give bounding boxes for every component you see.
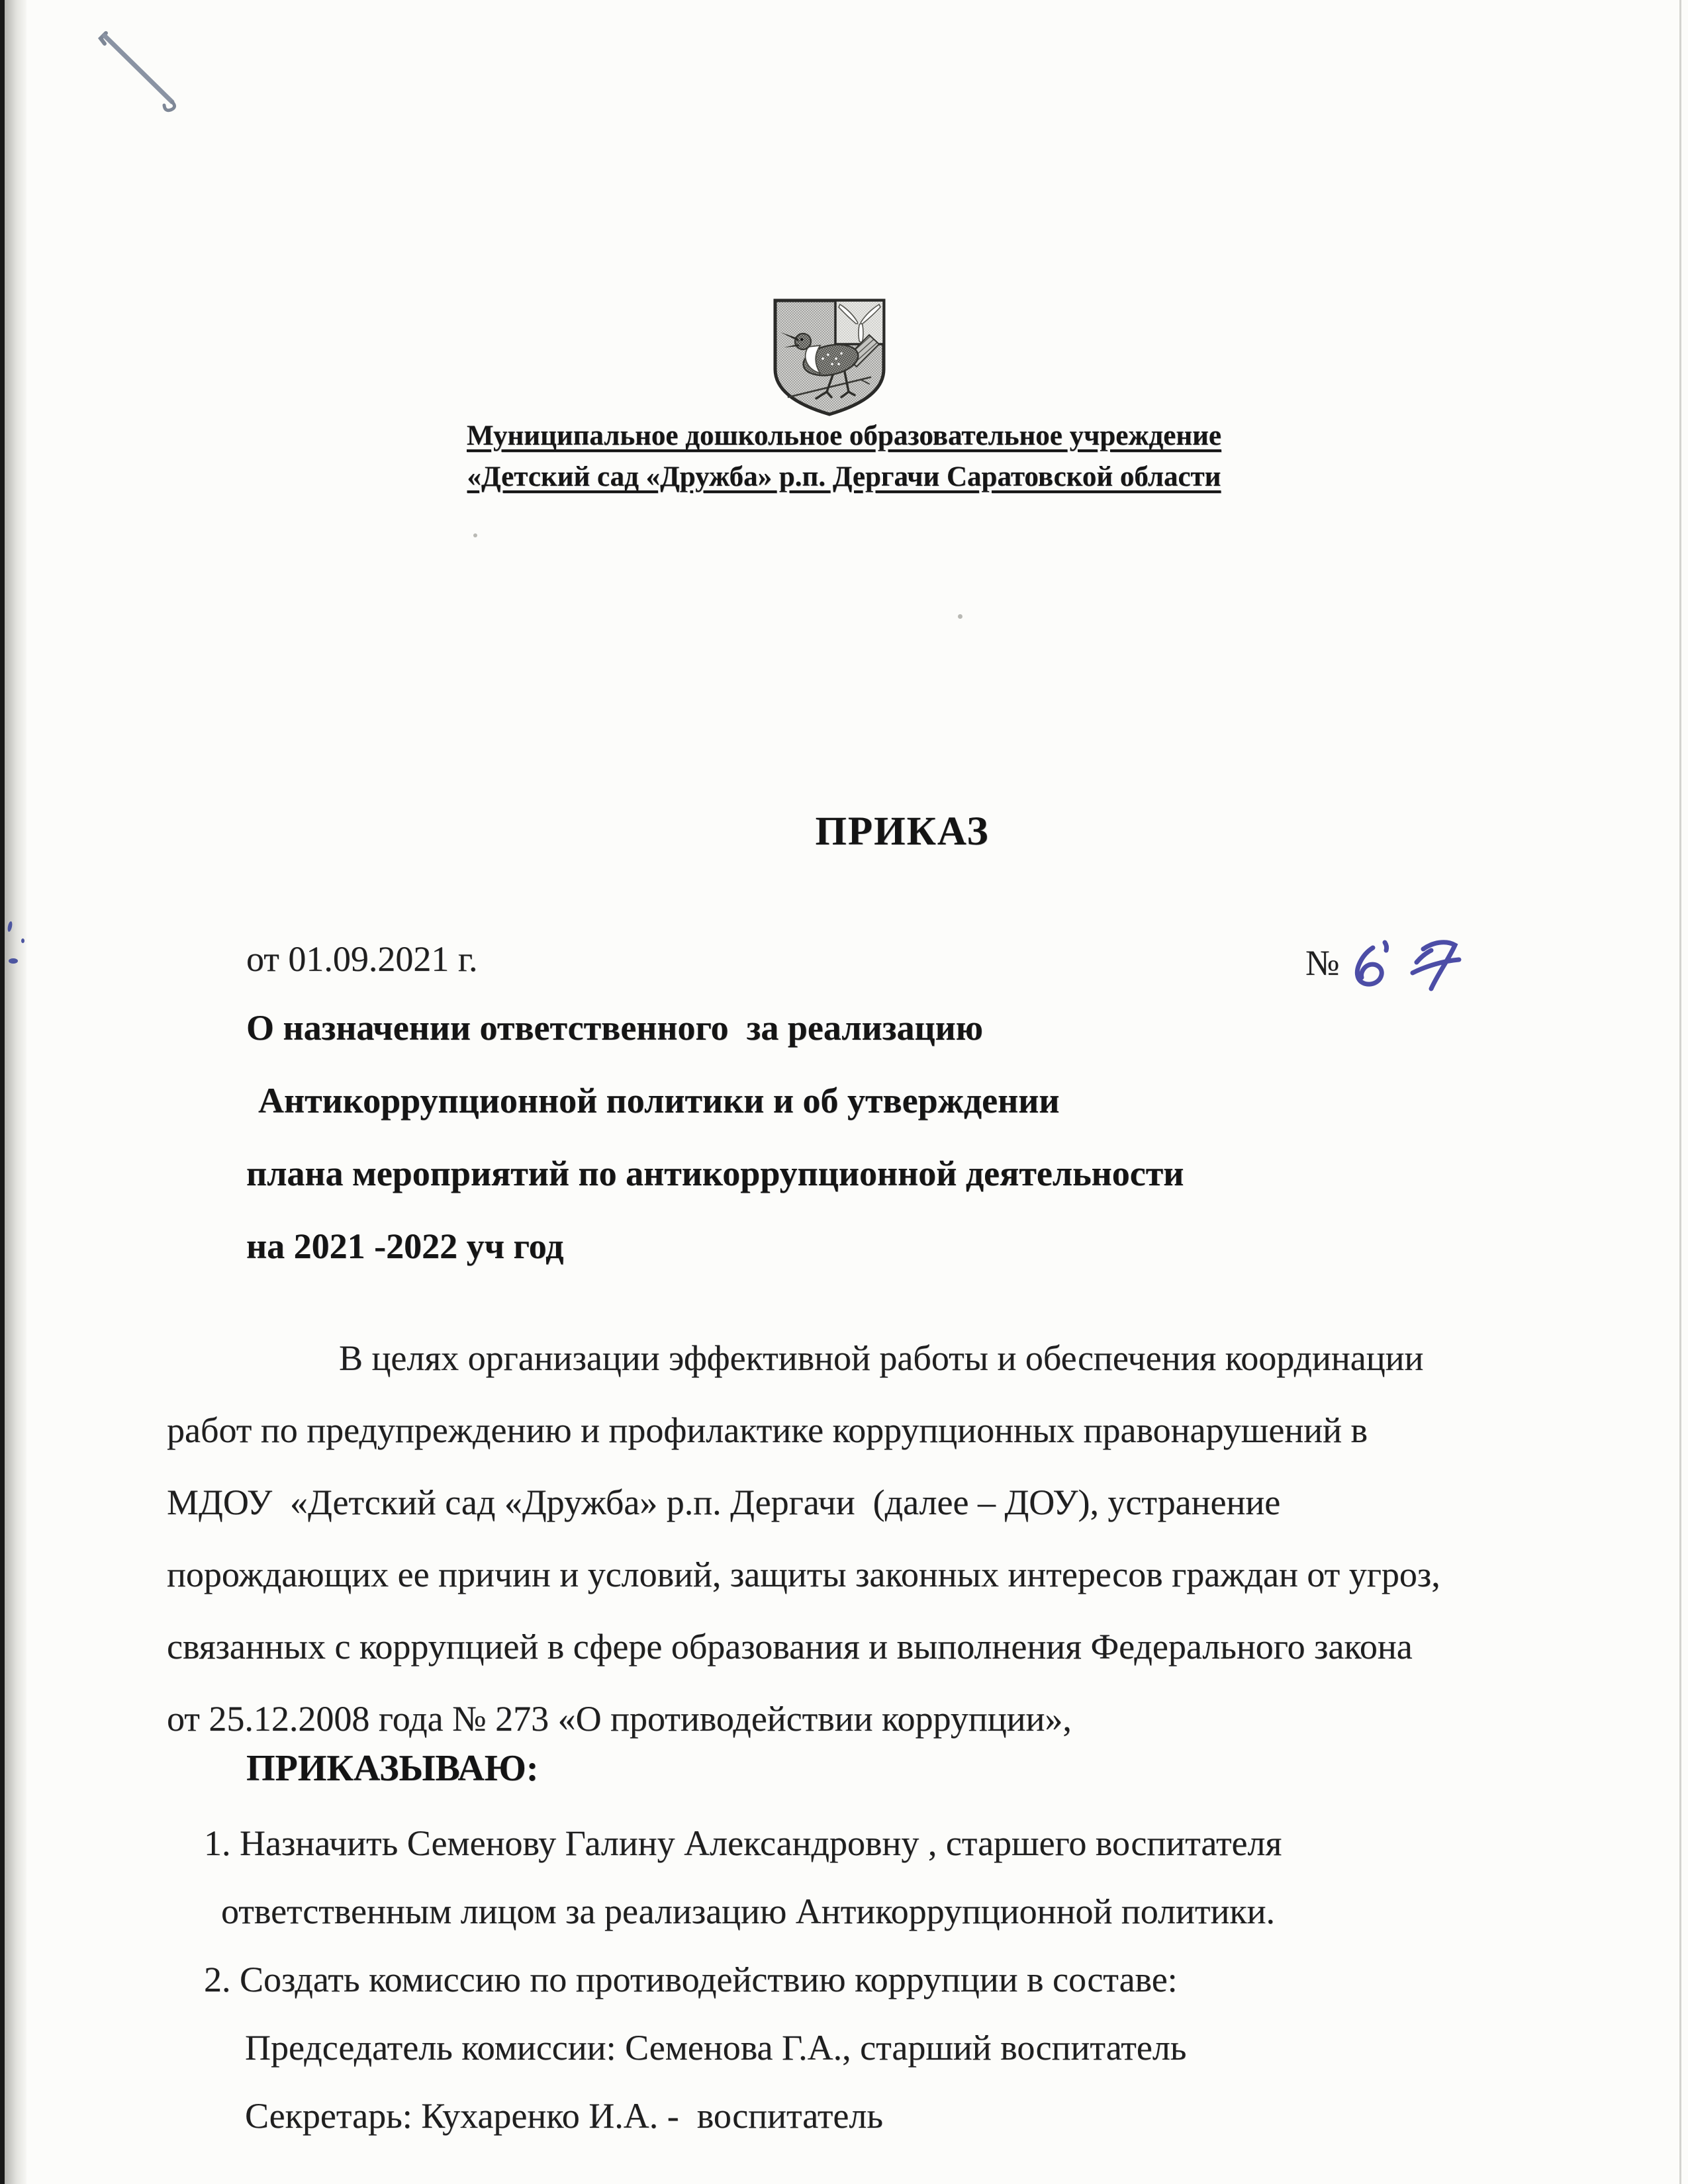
body-line: связанных с коррупцией в сфере образования и выполнения Федерального закона [167,1627,1413,1666]
ink-speck [21,938,24,943]
body-line: порождающих ее причин и условий, защиты законных интересов граждан от угроз, [167,1555,1440,1594]
order-date: от 01.09.2021 г. [246,939,478,979]
order-items [0,1809,1523,2150]
scan-speck [473,533,477,537]
number-sign: № [1305,943,1340,983]
scan-speck [958,614,962,619]
order-subject [246,991,1438,1283]
order-preamble [167,1322,1570,1755]
staple-mark [91,19,197,124]
organization-name-line1: Муниципальное дошкольное образовательное учреждение [467,420,1221,451]
subject-line: плана мероприятий по антикоррупционной деятельности [246,1154,1184,1193]
subject-line: Антикоррупционной политики и об утверждении [258,1081,1060,1120]
subject-line: на 2021 -2022 уч год [246,1226,564,1266]
order-item: 1. Назначить Семенову Галину Александровну , старшего воспитателя [204,1823,1282,1863]
order-item: Председатель комиссии: Семенова Г.А., старший воспитатель [245,2028,1187,2068]
order-item: ответственным лицом за реализацию Антикоррупционной политики. [221,1891,1276,1931]
page-title: ПРИКАЗ [815,809,990,854]
body-line: В целях организации эффективной работы и обеспечения координации [339,1338,1424,1378]
scan-right-edge-line [1679,0,1681,2184]
order-item: Секретарь: Кухаренко И.А. - воспитатель [245,2096,883,2136]
body-line: от 25.12.2008 года № 273 «О противодействии коррупции», [167,1699,1072,1739]
subject-line: О назначении ответственного за реализацию [246,1008,983,1048]
organization-header [0,416,1688,498]
order-item: 2. Создать комиссию по противодействию коррупции в составе: [204,1960,1178,1999]
ink-speck [9,958,18,964]
canton-sterlets [835,300,884,344]
body-line: работ по предупреждению и профилактике коррупционных правонарушений в [167,1410,1368,1450]
order-verb: ПРИКАЗЫВАЮ: [246,1748,539,1789]
coat-of-arms-icon [770,295,889,420]
body-line: МДОУ «Детский сад «Дружба» р.п. Дергачи (далее – ДОУ), устранение [167,1482,1281,1522]
organization-name-line2: «Детский сад «Дружба» р.п. Дергачи Саратовской области [467,461,1221,492]
